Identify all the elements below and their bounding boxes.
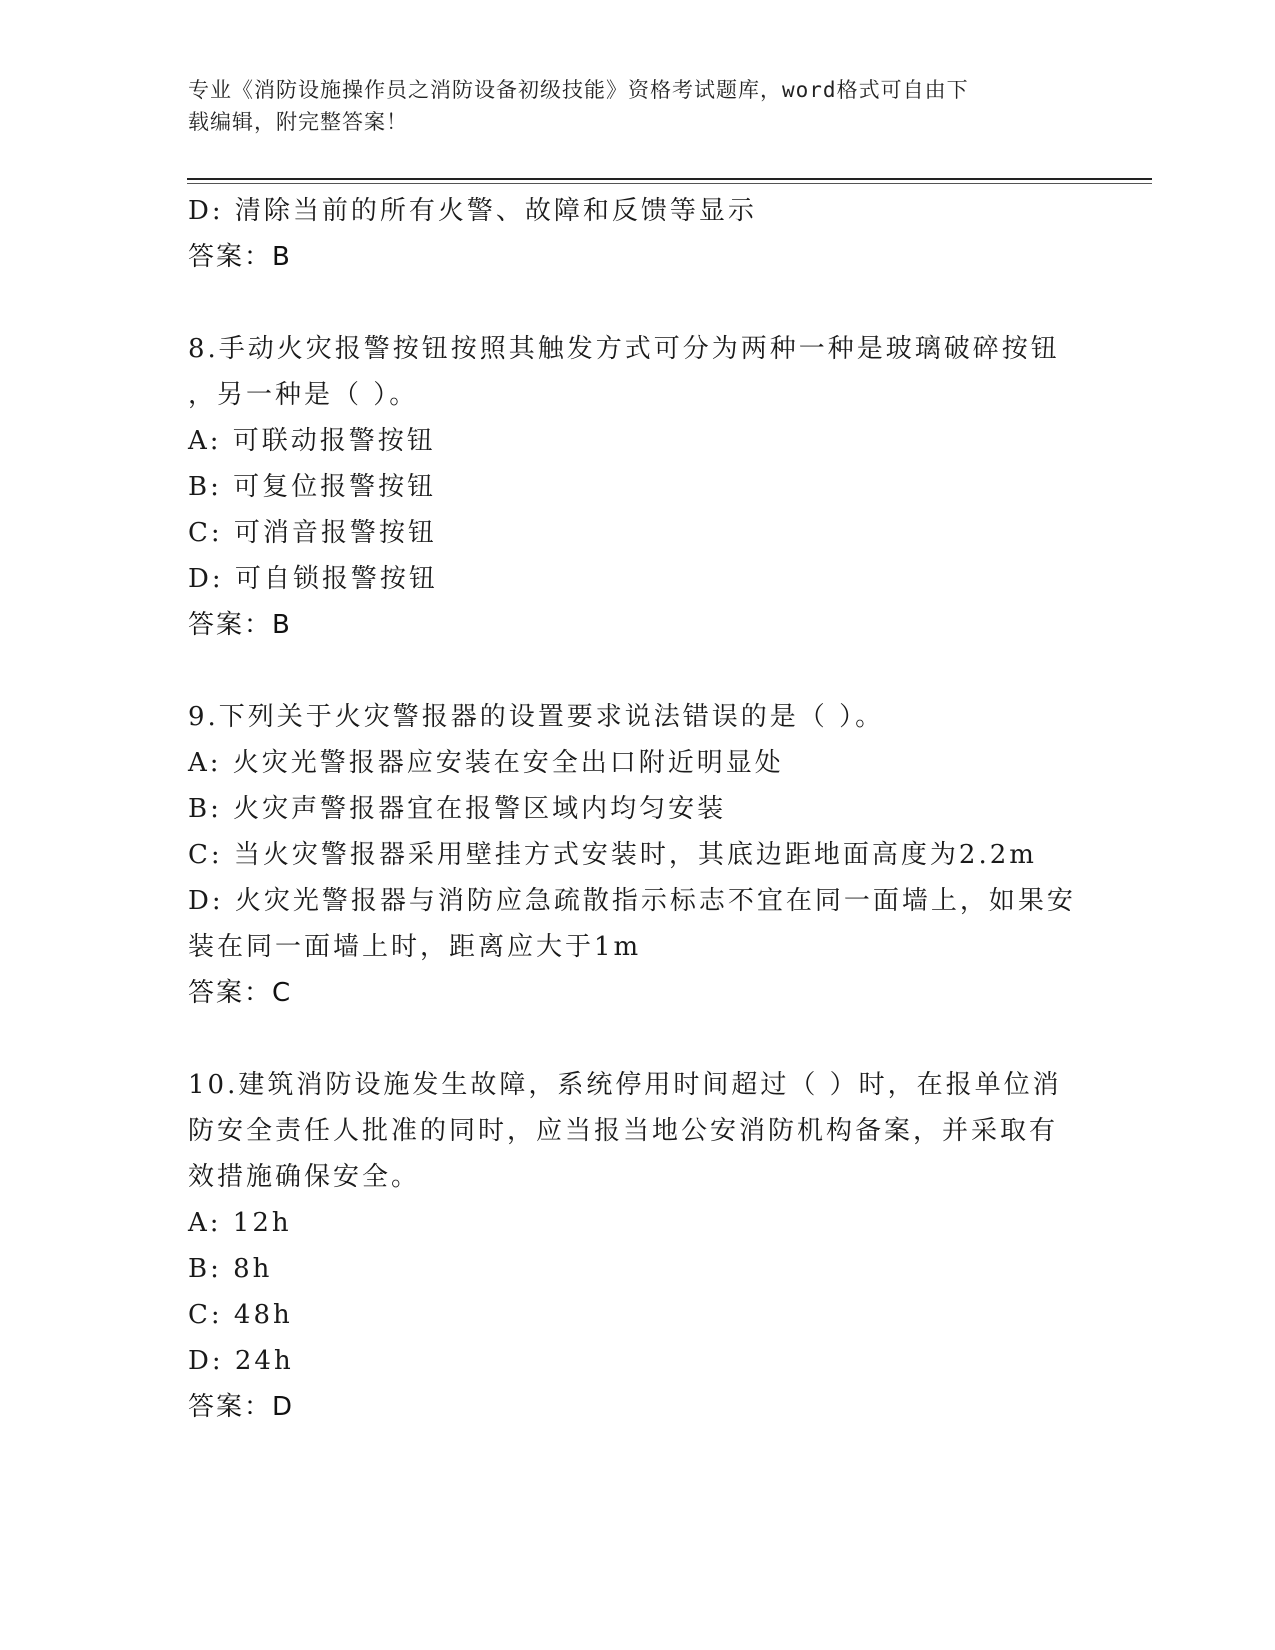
spacer: [188, 1016, 1088, 1062]
document-header: [188, 74, 1068, 138]
question-stem-cont-2: 效措施确保安全。: [188, 1162, 421, 1192]
option-a: A: 火灾光警报器应安装在安全出口附近明显处: [188, 748, 784, 778]
answer-line: 答案：B: [188, 610, 292, 640]
question-9: [188, 694, 1088, 1016]
header-line-2: 载编辑，附完整答案！: [188, 110, 408, 134]
answer-line: 答案：D: [188, 1392, 295, 1422]
option-c: C: 可消音报警按钮: [188, 518, 437, 548]
header-divider-thick: [187, 178, 1152, 180]
option-a: A: 12h: [188, 1208, 292, 1238]
answer-line: 答案：B: [188, 242, 292, 272]
option-c: C: 48h: [188, 1300, 293, 1330]
option-a: A: 可联动报警按钮: [188, 426, 436, 456]
question-stem-cont: 防安全责任人批准的同时，应当报当地公安消防机构备案，并采取有: [188, 1116, 1059, 1146]
spacer: [188, 280, 1088, 326]
question-10: [188, 1062, 1088, 1430]
document-body: [188, 188, 1088, 1430]
question-stem: 10.建筑消防设施发生故障，系统停用时间超过（ ）时，在报单位消: [188, 1070, 1062, 1100]
header-line-1: 专业《消防设施操作员之消防设备初级技能》资格考试题库，word格式可自由下: [188, 78, 969, 102]
option-d-cont: 装在同一面墙上时，距离应大于1m: [188, 932, 642, 962]
question-8: [188, 326, 1088, 648]
option-d: D: 火灾光警报器与消防应急疏散指示标志不宜在同一面墙上，如果安: [188, 886, 1076, 916]
option-b: B: 可复位报警按钮: [188, 472, 437, 502]
option-d: D: 可自锁报警按钮: [188, 564, 438, 594]
option-b: B: 8h: [188, 1254, 273, 1284]
option-b: B: 火灾声警报器宜在报警区域内均匀安装: [188, 794, 727, 824]
question-stem-cont: ，另一种是（ ）。: [188, 380, 419, 410]
question-stem: 8.手动火灾报警按钮按照其触发方式可分为两种一种是玻璃破碎按钮: [188, 334, 1060, 364]
header-divider-thin: [187, 183, 1152, 184]
question-stem: 9.下列关于火灾警报器的设置要求说法错误的是（ ）。: [188, 702, 885, 732]
spacer: [188, 648, 1088, 694]
answer-line: 答案：C: [188, 978, 293, 1008]
option-c: C: 当火灾警报器采用壁挂方式安装时，其底边距地面高度为2.2m: [188, 840, 1037, 870]
option-d: D: 24h: [188, 1346, 294, 1376]
option-d: D: 清除当前的所有火警、故障和反馈等显示: [188, 196, 757, 226]
prev-question-block: [188, 188, 1088, 280]
